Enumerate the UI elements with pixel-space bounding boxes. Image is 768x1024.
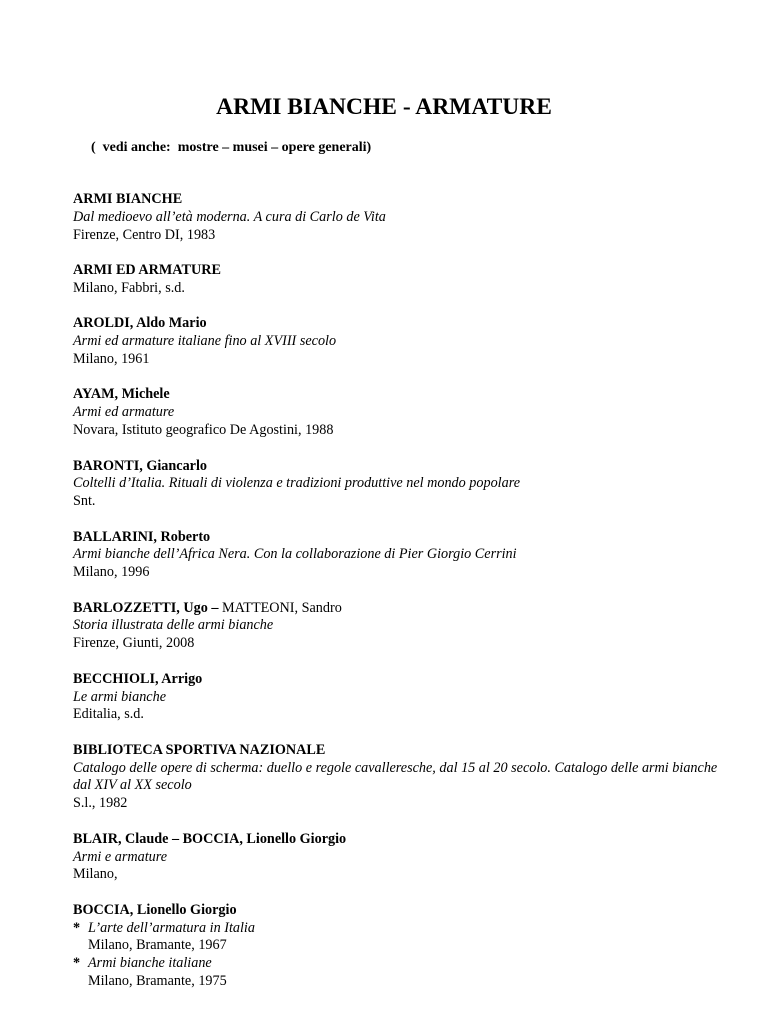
entry-imprint: S.l., 1982 bbox=[73, 795, 128, 812]
entry-author: BALLARINI, Roberto bbox=[73, 528, 211, 545]
entry-author: AYAM, Michele bbox=[73, 386, 170, 403]
entry-author: AROLDI, Aldo Mario bbox=[73, 315, 207, 332]
entry-imprint: Milano, 1961 bbox=[73, 350, 150, 367]
entry-title: Armi e armature bbox=[73, 848, 168, 865]
bibliography-entry bbox=[73, 742, 733, 813]
entry-author: BARONTI, Giancarlo bbox=[73, 457, 207, 474]
item-title: L’arte dell’armatura in Italia bbox=[88, 919, 255, 936]
bibliography-entry bbox=[73, 458, 733, 511]
entry-imprint: Milano, bbox=[73, 866, 118, 883]
entry-title: Storia illustrata delle armi bianche bbox=[73, 617, 274, 634]
bibliography-entry bbox=[73, 262, 733, 298]
entry-imprint: Milano, Fabbri, s.d. bbox=[73, 279, 185, 296]
bibliography-entry bbox=[73, 671, 733, 724]
entry-imprint: Firenze, Centro DI, 1983 bbox=[73, 226, 216, 243]
entry-author: ARMI BIANCHE bbox=[73, 191, 183, 207]
entry-author: BLAIR, Claude – BOCCIA, Lionello Giorgio bbox=[73, 830, 347, 847]
entry-author: ARMI ED ARMATURE bbox=[73, 262, 221, 279]
bibliography-entry bbox=[73, 315, 733, 368]
entry-imprint: Milano, 1996 bbox=[73, 564, 150, 581]
bibliography-entry bbox=[73, 191, 733, 244]
entry-title: Armi bianche dell’Africa Nera. Con la collaborazione di Pier Giorgio Cerrini bbox=[73, 546, 517, 563]
see-also-note: ( vedi anche: mostre – musei – opere generali) bbox=[91, 140, 372, 155]
entry-title: Coltelli d’Italia. Rituali di violenza e tradizioni produttive nel mondo popolare bbox=[73, 475, 520, 492]
item-imprint: Milano, Bramante, 1975 bbox=[88, 972, 227, 989]
item-title: Armi bianche italiane bbox=[88, 955, 212, 972]
bibliography-entry bbox=[73, 600, 733, 653]
entry-imprint: Novara, Istituto geografico De Agostini, 1988 bbox=[73, 422, 334, 439]
entry-author: BOCCIA, Lionello Giorgio bbox=[73, 901, 237, 918]
entry-author: BECCHIOLI, Arrigo bbox=[73, 670, 203, 687]
entry-author: BARLOZZETTI, Ugo – MATTEONI, Sandro bbox=[73, 599, 342, 616]
entry-imprint: Editalia, s.d. bbox=[73, 706, 144, 723]
entry-author: BIBLIOTECA SPORTIVA NAZIONALE bbox=[73, 741, 326, 758]
entry-title: Catalogo delle opere di scherma: duello e regole cavalleresche, dal 15 al 20 secolo. Catalogo delle armi bianche dal XIV al XX secolo bbox=[73, 759, 718, 794]
bibliography-entry bbox=[73, 902, 733, 991]
list-item bbox=[73, 955, 733, 991]
asterisk-bullet: * bbox=[73, 919, 81, 936]
entry-imprint: Firenze, Giunti, 2008 bbox=[73, 635, 195, 652]
entry-title: Le armi bianche bbox=[73, 688, 166, 705]
entry-title: Dal medioevo all’età moderna. A cura di Carlo de Vita bbox=[73, 208, 386, 225]
page-title: ARMI BIANCHE - ARMATURE bbox=[216, 94, 552, 120]
item-imprint: Milano, Bramante, 1967 bbox=[88, 937, 227, 954]
bibliography-entry bbox=[73, 831, 733, 884]
entry-title: Armi ed armature italiane fino al XVIII secolo bbox=[73, 333, 337, 350]
list-item bbox=[73, 920, 733, 956]
asterisk-bullet: * bbox=[73, 955, 81, 972]
entry-title: Armi ed armature bbox=[73, 404, 175, 421]
bibliography-entry bbox=[73, 529, 733, 582]
bibliography-list bbox=[73, 191, 733, 1008]
bibliography-entry bbox=[73, 386, 733, 439]
entry-imprint: Snt. bbox=[73, 493, 96, 510]
